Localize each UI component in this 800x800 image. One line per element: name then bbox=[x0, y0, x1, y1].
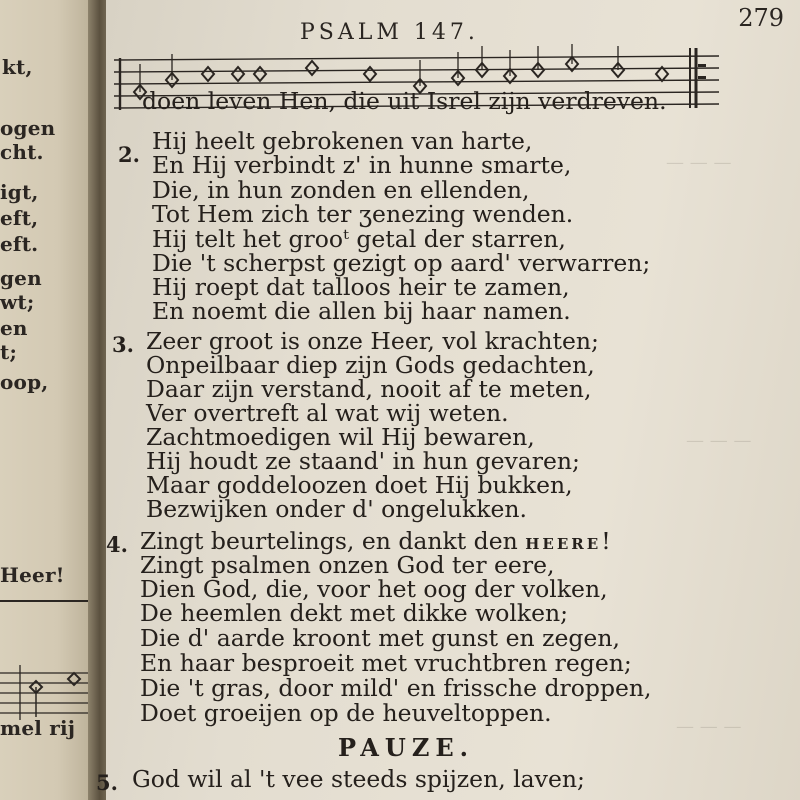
left-fragment: kt, bbox=[2, 55, 33, 79]
left-fragment: ogen bbox=[0, 116, 56, 140]
verse-line: En Hij verbindt z' in hunne smarte, bbox=[152, 151, 572, 179]
verse-number: 4. bbox=[106, 532, 128, 557]
left-fragment: oop, bbox=[0, 370, 49, 394]
verse-line: Hij telt het grooᵗ getal der starren, bbox=[152, 225, 566, 253]
exclamation: ! bbox=[601, 527, 611, 555]
pauze-heading: PAUZE. bbox=[338, 733, 475, 762]
verse-line: God wil al 't vee steeds spijzen, laven; bbox=[132, 765, 585, 793]
verse-line: Zeer groot is onze Heer, vol krachten; bbox=[146, 327, 599, 355]
verse-line: Zachtmoedigen wil Hij bewaren, bbox=[146, 423, 535, 451]
left-music-staff bbox=[0, 665, 92, 720]
verse-line: Zingt psalmen onzen God ter eere, bbox=[140, 551, 555, 579]
verse-line: Daar zijn verstand, nooit af te meten, bbox=[146, 375, 592, 403]
verse-number: 2. bbox=[118, 142, 140, 167]
verse-line-text: Zingt beurtelings, en dankt den bbox=[140, 527, 518, 555]
left-fragment: t; bbox=[0, 340, 18, 364]
small-caps-heere: HEERE bbox=[525, 535, 602, 553]
verse-line: doen leven Hen, die uit Isrel zijn verdreven. bbox=[142, 87, 667, 115]
show-through: — — — bbox=[676, 716, 742, 737]
right-page bbox=[96, 0, 800, 800]
verse-line: Die 't gras, door mild' en frissche droppen, bbox=[140, 674, 652, 702]
verse-line: Tot Hem zich ter ʒenezing wenden. bbox=[152, 200, 574, 228]
verse-line: Hij roept dat talloos heir te zamen, bbox=[152, 273, 570, 301]
show-through: — — — bbox=[666, 152, 732, 173]
left-rule bbox=[0, 600, 92, 602]
verse-line: Die d' aarde kroont met gunst en zegen, bbox=[140, 624, 620, 652]
left-fragment: cht. bbox=[0, 140, 44, 164]
left-fragment: mel rij bbox=[0, 716, 76, 740]
verse-line: Hij houdt ze staand' in hun gevaren; bbox=[146, 447, 580, 475]
verse-line: En haar besproeit met vruchtbren regen; bbox=[140, 649, 632, 677]
left-fragment: en bbox=[0, 316, 28, 340]
psalm-title: PSALM 147. bbox=[300, 20, 479, 45]
verse-line: Doet groeijen op de heuveltoppen. bbox=[140, 699, 552, 727]
show-through: — — — bbox=[686, 430, 752, 451]
verse-number: 3. bbox=[112, 332, 134, 357]
verse-line: De heemlen dekt met dikke wolken; bbox=[140, 599, 569, 627]
verse-line bbox=[140, 527, 611, 555]
verse-line: Die 't scherpst gezigt op aard' verwarren; bbox=[152, 249, 651, 277]
left-page bbox=[0, 0, 96, 800]
left-fragment: eft, bbox=[0, 206, 39, 230]
verse-line: En noemt die allen bij haar namen. bbox=[152, 297, 571, 325]
verse-line: Dien God, die, voor het oog der volken, bbox=[140, 575, 608, 603]
left-fragment: igt, bbox=[0, 180, 39, 204]
verse-line: Die, in hun zonden en ellenden, bbox=[152, 176, 530, 204]
verse-number: 5. bbox=[96, 770, 118, 795]
left-fragment: gen bbox=[0, 266, 42, 290]
page-number: 279 bbox=[738, 4, 784, 32]
verse-line: Bezwijken onder d' ongelukken. bbox=[146, 495, 528, 523]
left-fragment: wt; bbox=[0, 290, 35, 314]
verse-line: Onpeilbaar diep zijn Gods gedachten, bbox=[146, 351, 595, 379]
left-fragment: Heer! bbox=[0, 563, 65, 587]
verse-line: Hij heelt gebrokenen van harte, bbox=[152, 127, 533, 155]
verse-line: Maar goddeloozen doet Hij bukken, bbox=[146, 471, 573, 499]
verse-line: Ver overtreft al wat wij weten. bbox=[146, 399, 509, 427]
left-fragment: eft. bbox=[0, 232, 39, 256]
